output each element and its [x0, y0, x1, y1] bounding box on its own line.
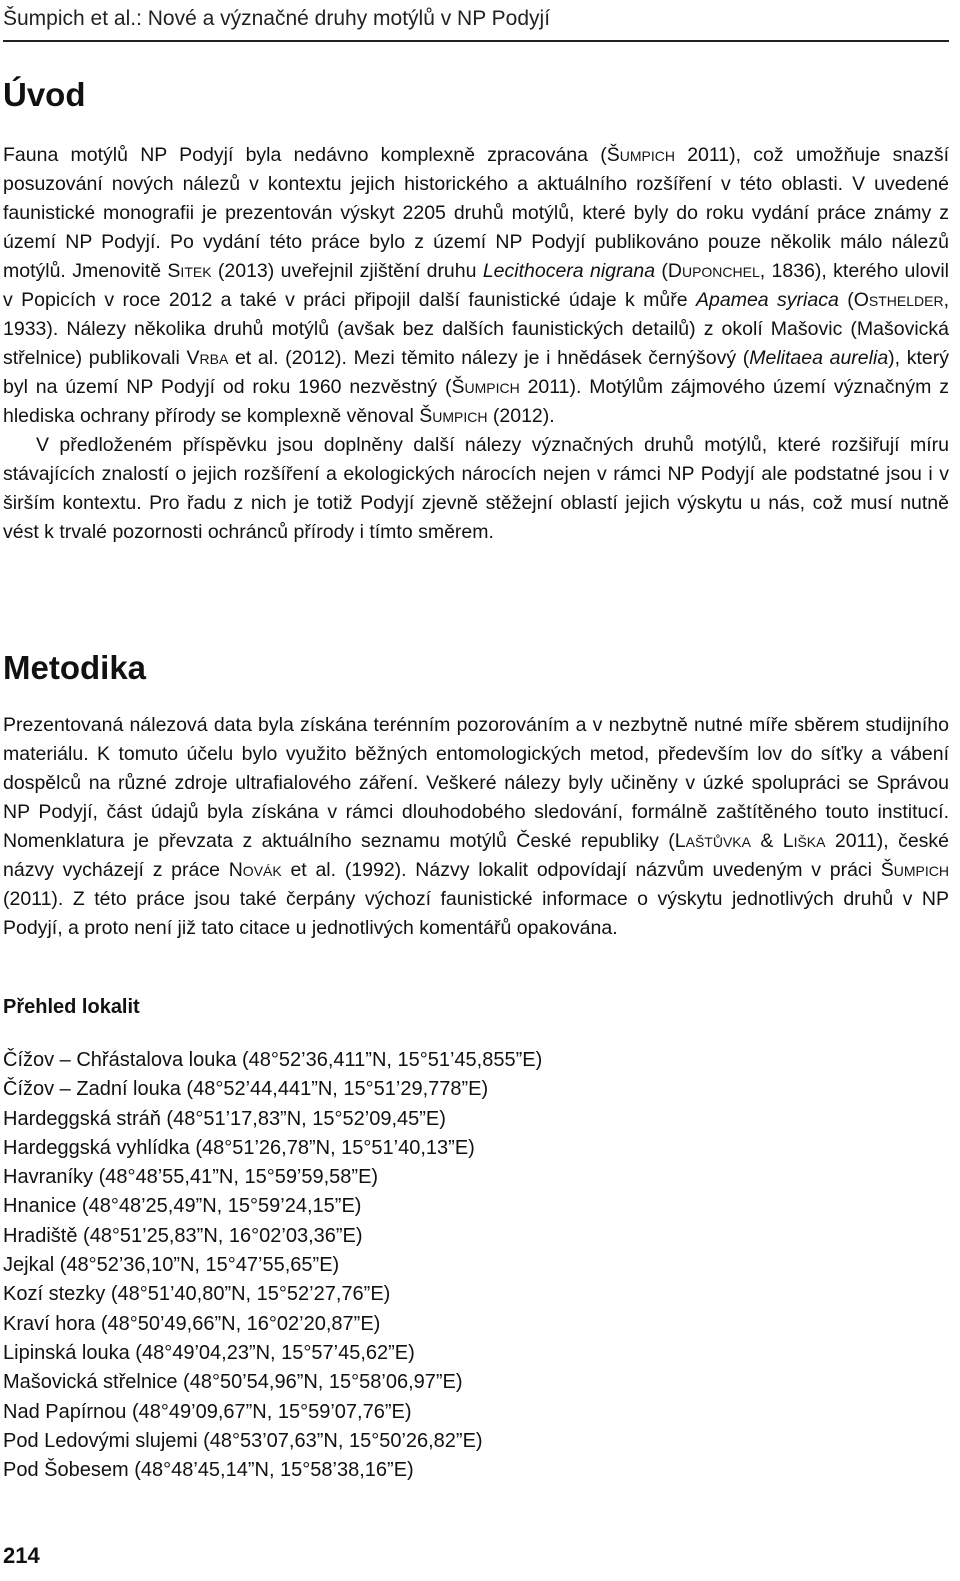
author-name: Duponchel — [667, 260, 760, 282]
uvod-paragraph-1 — [3, 141, 949, 431]
text-run: 2011). Motýlům zájmového území význačným z hlediska ochrany přírody se komplexně věnoval — [3, 376, 949, 427]
locality-item: Pod Šobesem (48°48’45,14”N, 15°58’38,16”E) — [3, 1459, 414, 1482]
localities-heading: Přehled lokalit — [3, 996, 140, 1018]
uvod-paragraph-2 — [3, 431, 949, 547]
locality-item: Lipinská louka (48°49’04,23”N, 15°57’45,62”E) — [3, 1341, 415, 1364]
text-run: ( — [838, 289, 854, 311]
locality-item: Hardeggská vyhlídka (48°51’26,78”N, 15°51’40,13”E) — [3, 1136, 475, 1159]
locality-item: Jejkal (48°52’36,10”N, 15°47’55,65”E) — [3, 1254, 340, 1277]
section-title-metodika: Metodika — [3, 649, 147, 686]
text-run: ( — [655, 260, 668, 282]
text-run: (2012). — [487, 405, 555, 427]
species-name: Apamea syriaca — [696, 289, 839, 311]
locality-item: Mašovická střelnice (48°50’54,96”N, 15°58’06,97”E) — [3, 1371, 463, 1394]
text-run: , 1836), kterého ulovil v Popicích v roce 2012 a také v práci připojil další faunistické údaje k můře — [3, 260, 949, 311]
text-run: 2011), české názvy vycházejí z práce — [3, 830, 950, 881]
text-run: Fauna motýlů NP Podyjí byla nedávno komplexně zpracována ( — [3, 144, 607, 166]
locality-item: Čížov – Chřástalova louka (48°52’36,411”N, 15°51’45,855”E) — [3, 1049, 543, 1071]
author-name: Šumpich — [451, 376, 520, 398]
running-head: Šumpich et al.: Nové a význačné druhy motýlů v NP Podyjí — [3, 7, 551, 30]
locality-item: Pod Ledovými slujemi (48°53’07,63”N, 15°50’26,82”E) — [3, 1429, 483, 1452]
author-name: Novák — [228, 859, 282, 881]
locality-item: Hardeggská stráň (48°51’17,83”N, 15°52’09,45”E) — [3, 1107, 446, 1130]
species-name: Melitaea aurelia — [749, 347, 889, 369]
locality-item: Hnanice (48°48’25,49”N, 15°59’24,15”E) — [3, 1195, 362, 1218]
author-name: Sitek — [167, 260, 212, 282]
uvod-body — [3, 141, 949, 547]
metodika-paragraph-1 — [3, 711, 949, 943]
locality-item: Havraníky (48°48’55,41”N, 15°59’59,58”E) — [3, 1166, 379, 1189]
author-name: Laštůvka — [674, 830, 751, 852]
locality-item: Nad Papírnou (48°49’09,67”N, 15°59’07,76”E) — [3, 1400, 412, 1423]
author-name: Osthelder — [853, 289, 944, 311]
locality-item: Kozí stezky (48°51’40,80”N, 15°52’27,76”E) — [3, 1283, 391, 1306]
text-run: , 1933). Nálezy několika druhů motýlů (avšak bez dalších faunistických detailů) z okolí Mašovic (Mašovická střelnice) publikovali — [3, 289, 949, 369]
author-name: Liška — [782, 830, 826, 852]
species-name: Lecithocera nigrana — [482, 260, 656, 282]
locality-item: Kraví hora (48°50’49,66”N, 16°02’20,87”E) — [3, 1312, 381, 1335]
text-run: et al. (2012). Mezi těmito nálezy je i hnědásek černýšový ( — [228, 347, 750, 369]
page-number: 214 — [3, 1543, 40, 1568]
localities-list — [3, 1046, 542, 1485]
metodika-body — [3, 711, 949, 943]
locality-item: Hradiště (48°51’25,83”N, 16°02’03,36”E) — [3, 1224, 363, 1247]
text-run: ), který byl na území NP Podyjí od roku 1960 nezvěstný ( — [3, 347, 950, 398]
author-name: Vrba — [186, 347, 229, 369]
author-name: Šumpich — [419, 405, 488, 427]
text-run: (2011). Z této práce jsou také čerpány výchozí faunistické informace o výskytu jednotlivých druhů v NP Podyjí, a proto není již tato citace u jednotlivých komentářů opakována. — [3, 888, 949, 939]
text-run: & — [750, 830, 783, 852]
text-run: et al. (1992). Názvy lokalit odpovídají názvům uvedeným v práci — [281, 859, 881, 881]
header-rule — [3, 40, 949, 42]
author-name: Šumpich — [880, 859, 949, 881]
text-run: Prezentovaná nálezová data byla získána terénním pozorováním a v nezbytně nutné míře sběrem studijního materiálu. K tomuto účelu bylo využito běžných entomologických metod, především lov do síťky a vábení dospělců na různé zdroje ultrafialového záření. Veškeré nálezy byly učiněny v úzké spolupráci se Správou NP Podyjí, část údajů byla získána v rámci dlouhodobého sledování, formálně zaštítěného touto institucí. Nomenklatura je převzata z aktuálního seznamu motýlů České republiky ( — [3, 714, 949, 852]
section-title-uvod: Úvod — [3, 76, 86, 113]
text-run: V předloženém příspěvku jsou doplněny další nálezy význačných druhů motýlů, které rozšiřují míru stávajících znalostí o jejich rozšíření a ekologických nárocích nejen v rámci NP Podyjí ale podstatné jsou i v širším kontextu. Pro řadu z nich je totiž Podyjí zjevně stěžejní oblastí jejich výskytu u nás, což musí nutně vést k trvalé pozornosti ochránců přírody i tímto směrem. — [3, 434, 949, 543]
text-run: 2011), což umožňuje snazší posuzování nových nálezů v kontextu jejich historického a aktuálního rozšíření v této oblasti. V uvedené faunistické monografii je prezentován výskyt 2205 druhů motýlů, které byly do roku vydání práce známy z území NP Podyjí. Po vydání této práce bylo z území NP Podyjí publikováno pouze několik málo nálezů motýlů. Jmenovitě — [3, 144, 949, 282]
text-run: (2013) uveřejnil zjištění druhu — [211, 260, 483, 282]
author-name: Šumpich — [606, 144, 675, 166]
locality-item: Čížov – Zadní louka (48°52’44,441”N, 15°51’29,778”E) — [3, 1078, 489, 1101]
